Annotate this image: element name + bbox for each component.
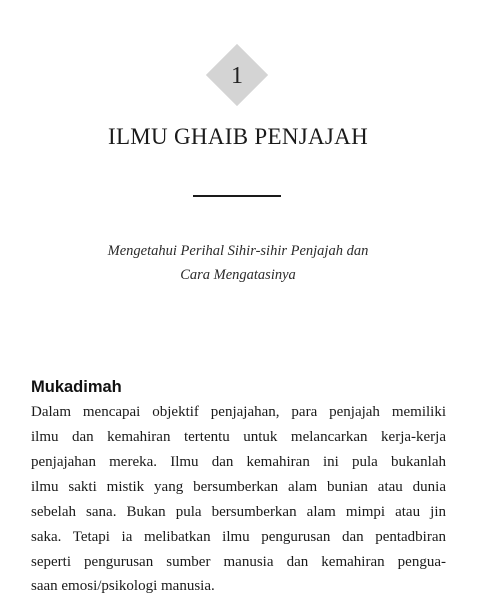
body-text-line: saan emosi/psikologi manusia. [31, 578, 215, 594]
body-text-line: saka. Tetapi ia melibatkan ilmu pengurusan dan pentadbiran [31, 529, 446, 545]
chapter-subtitle-line-1: Mengetahui Perihal Sihir-sihir Penjajah dan [107, 243, 369, 259]
chapter-number: 1 [231, 63, 243, 89]
title-divider [193, 195, 281, 197]
chapter-subtitle-line-2: Cara Mengatasinya [180, 267, 296, 283]
body-text-line: sebelah sana. Bukan pula bersumberkan alam mimpi atau jin [31, 504, 446, 520]
body-text-line: Dalam mencapai objektif penjajahan, para penjajah memiliki [31, 404, 446, 420]
section-heading: Mukadimah [31, 378, 122, 396]
body-text-line: ilmu dan kemahiran tertentu untuk melancarkan kerja-kerja [31, 429, 446, 445]
chapter-title: ILMU GHAIB PENJAJAH [108, 124, 368, 149]
body-text-line: penjajahan mereka. Ilmu dan kemahiran ini pula bukanlah [31, 454, 446, 470]
body-text-line: seperti pengurusan sumber manusia dan kemahiran pengua- [31, 554, 446, 570]
body-text-line: ilmu sakti mistik yang bersumberkan alam bunian atau dunia [31, 479, 446, 495]
